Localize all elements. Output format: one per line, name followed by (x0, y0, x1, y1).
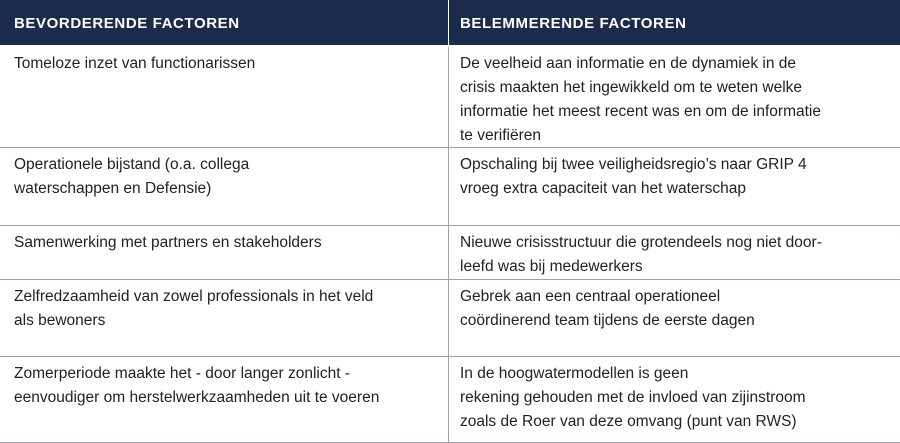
cell-text-line: In de hoogwatermodellen is geen (460, 365, 689, 382)
bevorderend-cell (0, 226, 449, 279)
bevorderend-cell (0, 148, 449, 225)
table-row (0, 357, 900, 443)
cell-text-line: De veelheid aan informatie en de dynamiek in de (460, 55, 797, 72)
table-row (0, 148, 900, 226)
cell-text-line: informatie het meest recent was en om de informatie (460, 103, 821, 120)
cell-text-line: waterschappen en Defensie) (14, 180, 212, 197)
cell-text-line: Opschaling bij twee veiligheidsregio’s naar GRIP 4 (460, 156, 807, 173)
cell-text-line: Operationele bijstand (o.a. collega (14, 156, 250, 173)
cell-text-line: rekening gehouden met de invloed van zijinstroom (460, 389, 806, 406)
cell-text-line: Tomeloze inzet van functionarissen (14, 55, 256, 72)
belemmerend-cell (449, 280, 900, 356)
cell-text-line: als bewoners (14, 312, 106, 329)
table-header (0, 0, 900, 47)
cell-text-line: leefd was bij medewerkers (460, 258, 643, 275)
cell-text-line: crisis maakten het ingewikkeld om te weten welke (460, 79, 803, 96)
cell-text-line: coördinerend team tijdens de eerste dagen (460, 312, 755, 329)
cell-text-line: eenvoudiger om herstelwerkzaamheden uit te voeren (14, 389, 380, 406)
bevorderend-cell (0, 47, 449, 147)
cell-text-line: Gebrek aan een centraal operationeel (460, 288, 721, 305)
belemmerend-cell (449, 226, 900, 279)
cell-text-line: Zelfredzaamheid van zowel professionals in het veld (14, 288, 374, 305)
belemmerend-cell (449, 47, 900, 147)
cell-text-line: zoals de Roer van deze omvang (punt van RWS) (460, 413, 797, 430)
belemmerend-cell (449, 148, 900, 225)
cell-text-line: Nieuwe crisisstructuur die grotendeels nog niet door- (460, 234, 822, 251)
header-bevorderende-factoren: BEVORDERENDE FACTOREN (0, 0, 449, 45)
table-row (0, 226, 900, 280)
cell-text-line: Zomerperiode maakte het - door langer zonlicht - (14, 365, 350, 382)
cell-text-line: te verifiëren (460, 127, 541, 144)
header-belemmerende-factoren: BELEMMERENDE FACTOREN (460, 15, 687, 32)
table-row (0, 47, 900, 148)
belemmerend-cell (449, 357, 900, 442)
bevorderend-cell (0, 357, 449, 442)
cell-text-line: vroeg extra capaciteit van het waterschap (460, 180, 747, 197)
table-row (0, 280, 900, 357)
cell-text-line: Samenwerking met partners en stakeholders (14, 234, 322, 251)
bevorderend-cell (0, 280, 449, 356)
